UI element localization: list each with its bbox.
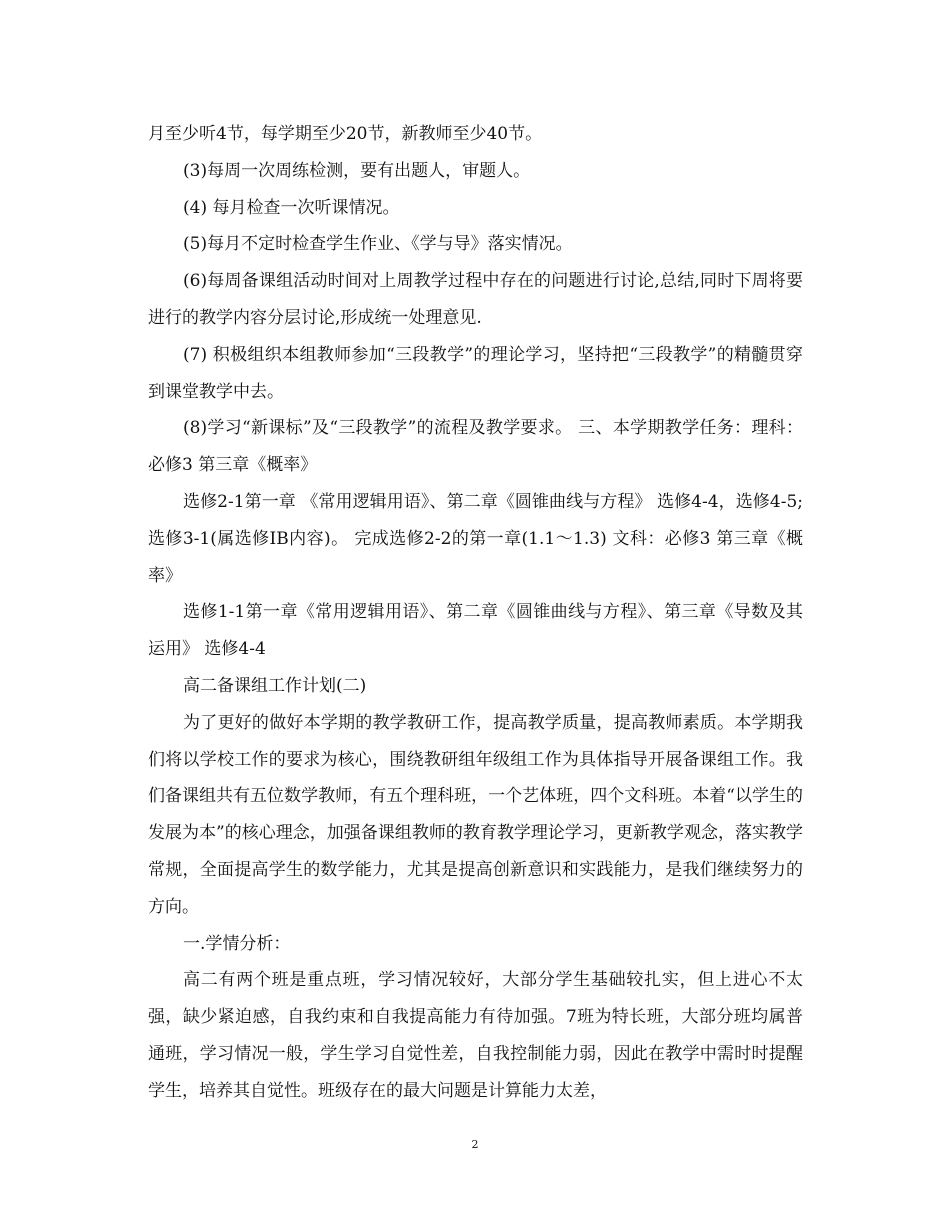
paragraph: (7) 积极组织本组教师参加“三段教学”的理论学习，坚持把“三段教学”的精髓贯穿到课堂教学中去。	[148, 344, 803, 402]
paragraph: 选修2-1第一章 《常用逻辑用语》、第二章《圆锥曲线与方程》 选修4-4，选修4-5;选修3-1(属选修IB内容)。 完成选修2-2的第一章(1.1～1.3) 文科：必修3 第三章《概率》	[148, 491, 803, 586]
section-heading: 一.学情分析：	[183, 933, 291, 954]
page-number: 2	[471, 1138, 479, 1151]
section-heading: 高二备课组工作计划(二)	[183, 675, 367, 696]
paragraph: 选修1-1第一章《常用逻辑用语》、第二章《圆锥曲线与方程》、第三章《导数及其运用》 选修4-4	[148, 602, 803, 660]
paragraph: (6)每周备课组活动时间对上周教学过程中存在的问题进行讨论,总结,同时下周将要进行的教学内容分层讨论,形成统一处理意见.	[148, 271, 803, 328]
paragraph: 为了更好的做好本学期的教学教研工作，提高教学质量，提高教师素质。本学期我们将以学校工作的要求为核心，围绕教研组年级组工作为具体指导开展备课组工作。我们备课组共有五位数学教师，有五个理科班，一个艺体班，四个文科班。本着“以学生的发展为本”的核心理念，加强备课组教师的教育教学理论学习，更新教学观念，落实教学常规，全面提高学生的数学能力，尤其是提高创新意识和实践能力，是我们继续努力的方向。	[148, 712, 803, 917]
paragraph: 月至少听4节，每学期至少20节，新教师至少40节。	[148, 124, 543, 144]
paragraph: (8)学习“新课标”及“三段教学”的流程及教学要求。 三、本学期教学任务：理科：必修3 第三章《概率》	[148, 418, 803, 476]
paragraph: (4) 每月检查一次听课情况。	[183, 197, 400, 218]
document-body	[148, 116, 803, 1110]
paragraph: 高二有两个班是重点班，学习情况较好，大部分学生基础较扎实，但上进心不太强，缺少紧迫感，自我约束和自我提高能力有待加强。7班为特长班，大部分班均属普通班，学习情况一般，学生学习自觉性差，自我控制能力弱，因此在教学中需时时提醒学生，培养其自觉性。班级存在的最大问题是计算能力太差，	[148, 970, 803, 1101]
paragraph: (3)每周一次周练检测，要有出题人，审题人。	[183, 160, 531, 181]
paragraph: (5)每月不定时检查学生作业、《学与导》落实情况。	[183, 234, 573, 255]
